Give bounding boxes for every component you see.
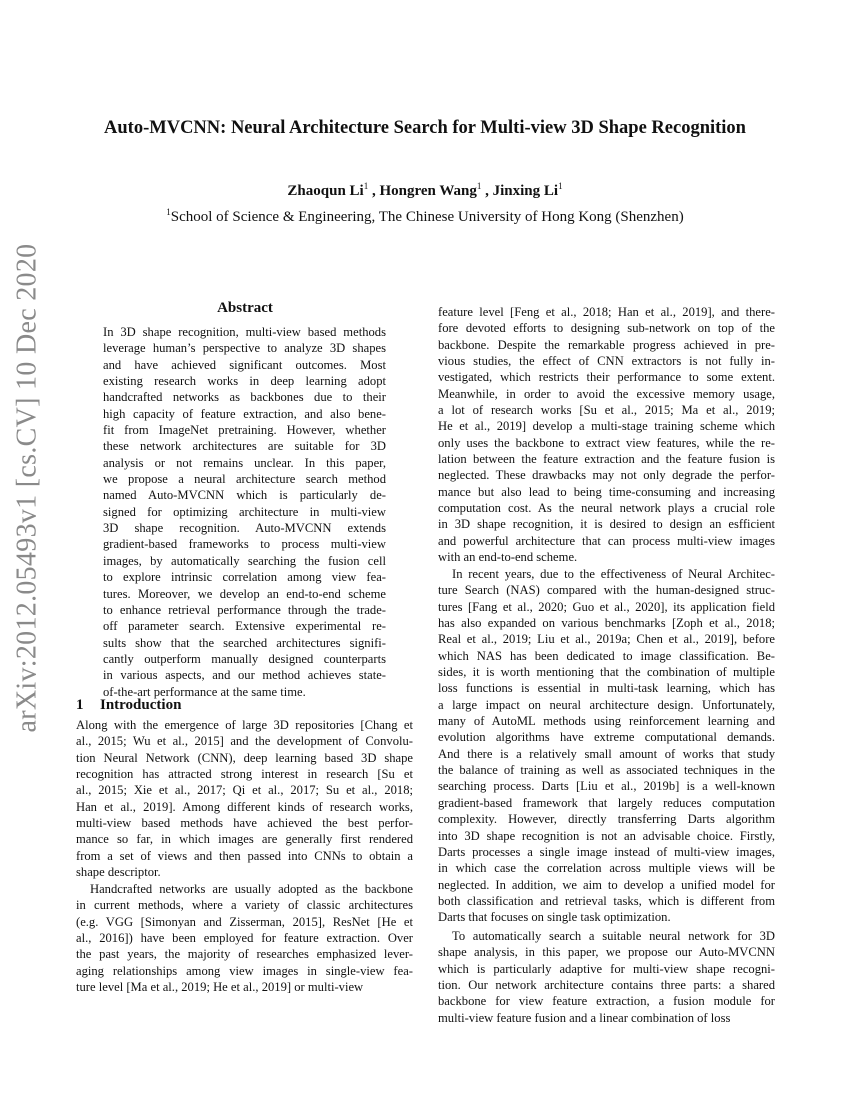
text-line: He et al., 2019] develop a multi-stage training scheme which: [438, 419, 775, 434]
author-name: Zhaoqun Li: [287, 183, 364, 199]
text-line: both classification and retrieval tasks, which is different from: [438, 893, 775, 908]
text-line: images, by automatically searching the fusion cell: [103, 553, 386, 568]
arxiv-stamp-text: arXiv:2012.05493v1 [cs.CV] 10 Dec 2020: [11, 243, 43, 732]
text-line: recognition has attracted strong interest in research [Su et: [76, 767, 413, 782]
right-paragraph-1: [438, 304, 775, 566]
text-line: gradient-based framework that largely reduces computation: [438, 795, 775, 810]
text-line: off parameter search. Extensive experimental re-: [103, 619, 386, 634]
text-line: searching process. Darts [Liu et al., 2019b] is a well-known: [438, 779, 775, 794]
text-line: and have achieved significant outcomes. Most: [103, 357, 386, 372]
text-line: tion Neural Network (CNN), deep learning based 3D shape: [76, 750, 413, 765]
text-line: which NAS has been dedicated to image classification. Be-: [438, 648, 775, 663]
text-line: these network architectures are suitable for 3D: [103, 439, 386, 454]
text-line: feature level [Feng et al., 2018; Han et al., 2019], and there-: [438, 305, 775, 319]
author-name: Jinxing Li: [492, 183, 559, 199]
text-line: to explore intrinsic correlation among view fea-: [103, 570, 386, 585]
author-list: [60, 181, 790, 200]
text-line: in various aspects, and our method achieves state-: [103, 668, 386, 683]
text-line: sides, it is worth mentioning that the combination of multiple: [438, 665, 775, 680]
text-line: al., 2016]) have been employed for feature extraction. Over: [76, 931, 413, 946]
text-line: loss functions is essential in multi-task learning, which has: [438, 681, 775, 696]
text-line: fore devoted efforts to designing sub-network on top of the: [438, 321, 775, 336]
paper-title: Auto-MVCNN: Neural Architecture Search for Multi-view 3D Shape Recognition: [104, 118, 746, 138]
text-line: mance but also lead to being time-consuming and increasing: [438, 484, 775, 499]
text-line: aging relationships among view images in single-view fea-: [76, 963, 413, 978]
text-line: Meanwhile, in order to avoid the excessive memory usage,: [438, 386, 775, 401]
text-line: in 3D shape recognition, it is desired to design an esfficient: [438, 517, 775, 532]
text-line: In recent years, due to the effectiveness of Neural Architec-: [452, 567, 775, 581]
text-line: gradient-based frameworks to process multi-view: [103, 537, 386, 552]
text-line: handcrafted networks as backbones due to their: [103, 390, 386, 405]
author-affiliation-mark: 1: [363, 181, 369, 191]
text-line: has also expanded on various benchmarks [Zoph et al., 2018;: [438, 616, 775, 631]
text-line: computation cost. As the neural network plays a crucial role: [438, 501, 775, 516]
text-line: from a set of views and then passed into CNNs to obtain a: [76, 848, 413, 863]
text-line: multi-view feature fusion and a linear combination of loss: [438, 1010, 731, 1025]
intro-paragraph-1: [76, 717, 413, 880]
text-line: backbone for view feature extraction, a fusion module for: [438, 994, 775, 1009]
text-line: complexity. However, directly transferring Darts algorithm: [438, 812, 775, 827]
text-line: Darts processes a single image instead of multi-view images,: [438, 844, 775, 859]
text-line: leverage human’s perspective to analyze 3D shapes: [103, 341, 386, 356]
text-line: shape descriptor.: [76, 865, 161, 880]
text-line: sults show that the searched architectures signifi-: [103, 635, 386, 650]
text-line: only uses the backbone to extract view features, while the re-: [438, 435, 775, 450]
intro-paragraph-2: [76, 881, 413, 995]
author-affiliation-mark: 1: [558, 181, 563, 191]
text-line: the balance of training as well as associated techniques in the: [438, 763, 775, 778]
text-line: shape analysis, in this paper, we propose our Auto-MVCNN: [438, 945, 775, 960]
affiliation: [60, 207, 790, 226]
text-line: signed for optimizing architecture in multi-view: [103, 504, 386, 519]
text-line: many of AutoML methods using reinforcement learning and: [438, 714, 775, 729]
text-line: of-the-art performance at the same time.: [103, 684, 306, 699]
text-line: And there is a relatively small amount of works that study: [438, 746, 775, 761]
text-line: evolution algorithms have extreme computational demands.: [438, 730, 775, 745]
text-line: In 3D shape recognition, multi-view based methods: [103, 325, 386, 339]
text-line: mance so far, in which images are generally first rendered: [76, 832, 413, 847]
text-line: which is particularly adaptive for multi-view shape recogni-: [438, 961, 775, 976]
text-line: Along with the emergence of large 3D repositories [Chang et: [76, 718, 413, 732]
text-line: neglected. These drawbacks may not only degrade the perfor-: [438, 468, 775, 483]
text-line: al., 2015; Wu et al., 2015] and the development of Convolu-: [76, 734, 413, 749]
text-line: cantly outperform manually designed counterparts: [103, 651, 386, 666]
text-line: backbone. Despite the remarkable progress achieved in pre-: [438, 337, 775, 352]
section-number: 1: [76, 697, 84, 713]
abstract-body: [103, 324, 386, 700]
text-line: analysis or not remains unclear. In this paper,: [103, 455, 386, 470]
section-title: Introduction: [100, 697, 182, 713]
text-line: al., 2015; Xie et al., 2017; Qi et al., 2017; Su et al., 2018;: [76, 783, 413, 798]
text-line: we propose a neural architecture search method: [103, 472, 386, 487]
abstract-heading: Abstract: [217, 300, 273, 316]
right-paragraph-3: [438, 928, 775, 1026]
text-line: with an end-to-end scheme.: [438, 550, 578, 565]
text-line: high capacity of feature extraction, and also bene-: [103, 406, 386, 421]
text-line: ture level [Ma et al., 2019; He et al., 2019] or multi-view: [76, 980, 364, 995]
text-line: into 3D shape recognition is not an advisable choice. Firstly,: [438, 828, 775, 843]
author-name: Hongren Wang: [379, 183, 477, 199]
affiliation-mark: 1: [166, 207, 171, 217]
text-line: to enhance retrieval performance through the trade-: [103, 602, 386, 617]
text-line: 3D shape recognition. Auto-MVCNN extends: [103, 521, 386, 536]
text-line: the past years, the majority of researches emphasized lever-: [76, 947, 413, 962]
text-line: tion. Our network architecture contains three parts: a shared: [438, 978, 775, 993]
text-line: in current methods, where a variety of classic architectures: [76, 898, 413, 913]
text-line: tures [Fang et al., 2020; Guo et al., 2020], its application field: [438, 599, 775, 614]
text-line: Handcrafted networks are usually adopted as the backbone: [90, 882, 413, 896]
text-line: named Auto-MVCNN which is particularly de-: [103, 488, 386, 503]
author-affiliation-mark: 1: [476, 181, 482, 191]
text-line: To automatically search a suitable neural network for 3D: [452, 929, 775, 943]
affiliation-text: School of Science & Engineering, The Chinese University of Hong Kong (Shenzhen): [170, 209, 684, 225]
text-line: and powerful architecture that can process multi-view images: [438, 533, 775, 548]
arxiv-stamp: [4, 243, 50, 732]
text-line: neglected. In addition, we aim to develop a unified model for: [438, 877, 775, 892]
text-line: (e.g. VGG [Simonyan and Zisserman, 2015], ResNet [He et: [76, 914, 413, 929]
text-line: Han et al., 2019]. Among different kinds of research works,: [76, 799, 413, 814]
right-paragraph-2: [438, 566, 775, 926]
text-line: fit from ImageNet pretraining. However, whether: [103, 423, 386, 438]
text-line: lation between the feature extraction and the feature fusion is: [438, 452, 775, 467]
text-line: tures. Moreover, we develop an end-to-end scheme: [103, 586, 386, 601]
section-heading-introduction: [76, 697, 181, 714]
text-line: a lot of research works [Su et al., 2015; Ma et al., 2019;: [438, 403, 775, 418]
text-line: vestigated, which restricts their performance to some extent.: [438, 370, 775, 385]
text-line: ture Search (NAS) compared with the human-designed struc-: [438, 583, 775, 598]
text-line: multi-view based methods have achieved the best perfor-: [76, 816, 413, 831]
author-separator: ,: [481, 183, 493, 199]
text-line: existing research works in deep learning adopt: [103, 374, 386, 389]
text-line: Darts that focuses on single task optimization.: [438, 910, 671, 925]
text-line: Real et al., 2019; Liu et al., 2019a; Chen et al., 2019], before: [438, 632, 775, 647]
author-separator: ,: [368, 183, 380, 199]
text-line: in which case the correlation across multiple views will be: [438, 861, 775, 876]
text-line: vious studies, the effect of CNN extractors is not fully in-: [438, 354, 775, 369]
text-line: a large impact on neural architecture design. Unfortunately,: [438, 697, 775, 712]
